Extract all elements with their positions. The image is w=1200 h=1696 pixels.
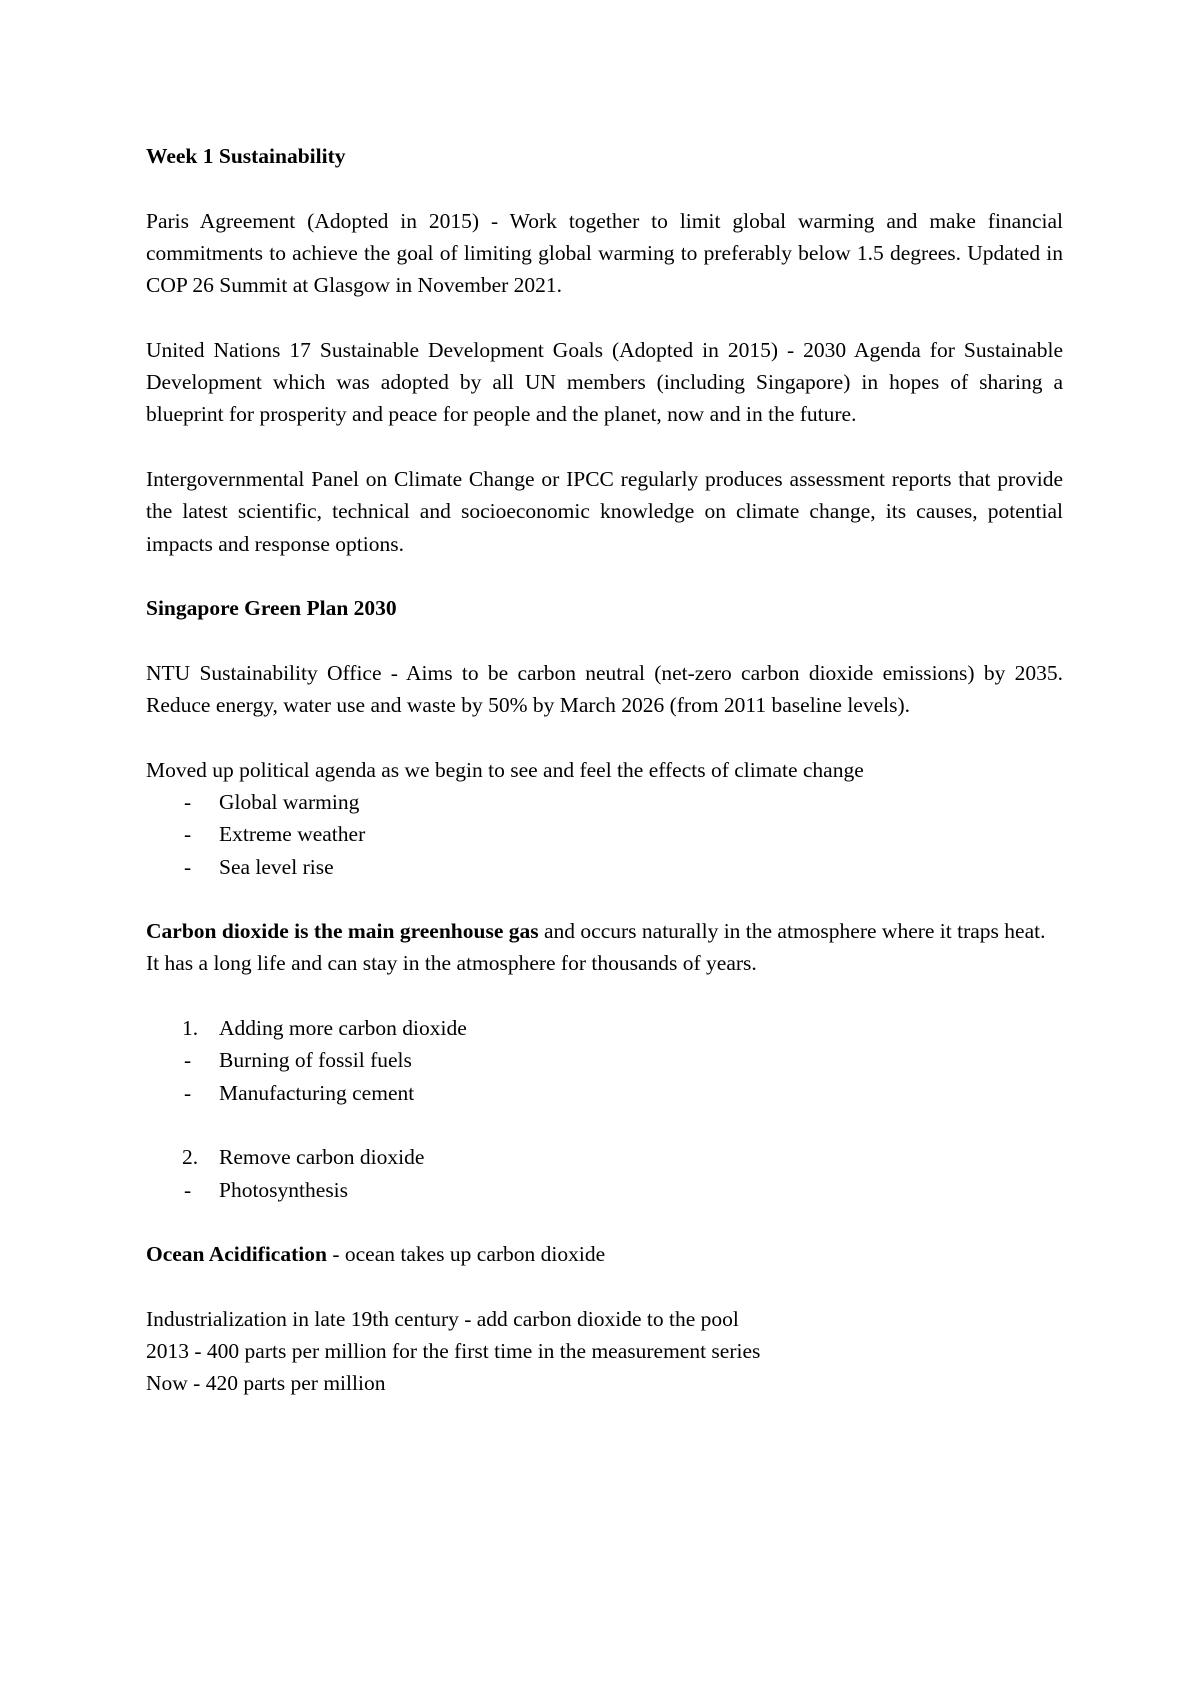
y2013-line: 2013 - 400 parts per million for the first time in the measurement series (146, 1338, 761, 1363)
ocean-paragraph (146, 1238, 1063, 1270)
list-item: - Extreme weather (146, 818, 1063, 850)
paris-agreement-paragraph: Paris Agreement (Adopted in 2015) - Work together to limit global warming and make financial commitments to achieve the goal of limiting global warming to preferably below 1.5 degrees. Updated in COP 26 Summit at Glasgow in November 2021. (146, 208, 1063, 298)
document-page (146, 140, 1063, 1400)
industrialization-line: Industrialization in late 19th century - add carbon dioxide to the pool (146, 1306, 739, 1331)
list-item: - Sea level rise (146, 851, 1063, 883)
dash-marker: - (184, 822, 192, 847)
dash-marker: - (184, 854, 192, 879)
week-title: Week 1 Sustainability (146, 144, 346, 168)
effects-list (146, 786, 1063, 883)
co2-rest: and occurs naturally in the atmosphere where it traps heat. It has a long life and can stay in the atmosphere for thousands of years. (146, 919, 1046, 976)
ocean-rest: - ocean takes up carbon dioxide (326, 1242, 606, 1267)
list-item: 1. Adding more carbon dioxide (146, 1012, 1063, 1044)
adding-co2-list (146, 1012, 1063, 1109)
ipcc-paragraph: Intergovernmental Panel on Climate Change or IPCC regularly produces assessment reports that provide the latest scientific, technical and socioeconomic knowledge on climate change, its causes, potential impacts and response options. (146, 466, 1063, 556)
sdg-paragraph: United Nations 17 Sustainable Development Goals (Adopted in 2015) - 2030 Agenda for Sustainable Development which was adopted by all UN members (including Singapore) in hopes of sharing a blueprint for prosperity and peace for people and the planet, now and in the future. (146, 337, 1063, 427)
list-item: - Photosynthesis (146, 1174, 1063, 1206)
list-item: - Global warming (146, 786, 1063, 818)
co2-bold: Carbon dioxide is the main greenhouse gas (146, 919, 539, 944)
ntu-paragraph: NTU Sustainability Office - Aims to be carbon neutral (net-zero carbon dioxide emissions) by 2035. Reduce energy, water use and waste by 50% by March 2026 (from 2011 baseline levels). (146, 660, 1063, 718)
list-item: - Burning of fossil fuels (146, 1044, 1063, 1076)
list-item: 2. Remove carbon dioxide (146, 1141, 1063, 1173)
dash-marker: - (184, 1048, 192, 1073)
list-item: - Manufacturing cement (146, 1077, 1063, 1109)
now-line: Now - 420 parts per million (146, 1371, 386, 1396)
dash-marker: - (184, 789, 192, 814)
number-marker: 1. (182, 1016, 199, 1041)
dash-marker: - (184, 1177, 192, 1202)
number-marker: 2. (182, 1145, 199, 1170)
remove-co2-list (146, 1141, 1063, 1206)
dash-marker: - (184, 1080, 192, 1105)
agenda-intro: Moved up political agenda as we begin to see and feel the effects of climate change (146, 757, 864, 782)
co2-paragraph (146, 915, 1063, 980)
green-plan-heading: Singapore Green Plan 2030 (146, 596, 397, 621)
ocean-bold: Ocean Acidification (146, 1242, 327, 1267)
